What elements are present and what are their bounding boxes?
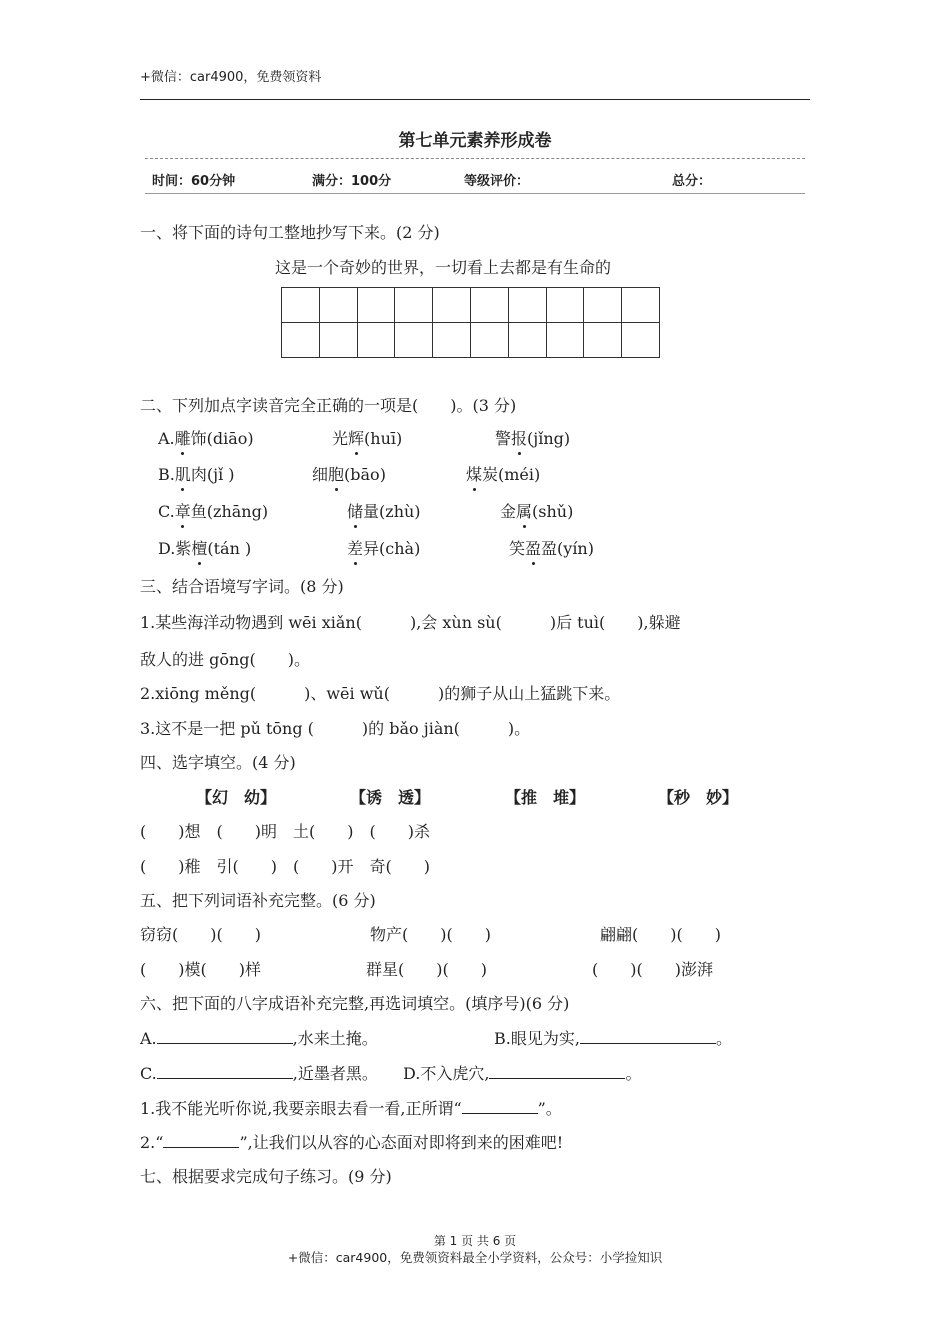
text: ,近墨者黑。 bbox=[292, 1064, 378, 1083]
q5-item-b1: ( )模( )样 bbox=[140, 960, 261, 979]
text: 量(zhù) bbox=[363, 502, 421, 521]
score-info: 满分：100分 bbox=[312, 174, 392, 189]
text: (huī) bbox=[364, 429, 403, 448]
text: (bāo) bbox=[344, 465, 386, 484]
q2-option-b1[interactable] bbox=[158, 462, 235, 485]
q5-item-a3: 翩翩( )( ) bbox=[600, 925, 721, 944]
q3-sentence-2: 2.xiōng měng( )、wēi wǔ( )的狮子从山上猛跳下来。 bbox=[140, 684, 621, 703]
blank-line[interactable] bbox=[580, 1029, 716, 1044]
text: 光 bbox=[332, 429, 349, 448]
dotted-char: 雕 bbox=[175, 426, 191, 449]
blank-line[interactable] bbox=[157, 1029, 293, 1044]
text: 金 bbox=[500, 502, 517, 521]
header-note: +微信：car4900，免费领资料 bbox=[140, 70, 322, 85]
text: D.不入虎穴, bbox=[403, 1064, 490, 1083]
text: (jǐng) bbox=[527, 429, 571, 448]
dotted-char: 肌 bbox=[175, 462, 191, 485]
dotted-char: 檀 bbox=[191, 536, 207, 559]
q4-choice-group-4: 【秒 妙】 bbox=[658, 788, 739, 807]
text: A. bbox=[158, 429, 175, 448]
q2-option-d1[interactable] bbox=[158, 536, 251, 559]
q2-option-b2 bbox=[312, 462, 386, 485]
time-info: 时间：60分钟 bbox=[152, 174, 236, 189]
q2-option-a3 bbox=[495, 426, 570, 449]
q3-sentence-3: 3.这不是一把 pǔ tōng ( )的 bǎo jiàn( )。 bbox=[140, 719, 531, 738]
text: B.眼见为实, bbox=[494, 1029, 580, 1048]
blank-line[interactable] bbox=[489, 1064, 625, 1079]
q6-idiom-b bbox=[494, 1026, 732, 1049]
q6-sentence-2 bbox=[140, 1130, 563, 1153]
q3-title: 三、结合语境写字词。(8 分) bbox=[140, 577, 344, 596]
q4-title: 四、选字填空。(4 分) bbox=[140, 753, 296, 772]
text: 饰(diāo) bbox=[190, 429, 254, 448]
dotted-char: 属 bbox=[516, 499, 532, 522]
q2-title: 二、下列加点字读音完全正确的一项是( )。(3 分) bbox=[140, 396, 517, 415]
info-divider bbox=[145, 193, 805, 194]
q4-row-1: ( )想 ( )明 土( ) ( )杀 bbox=[140, 822, 430, 841]
dotted-char: 煤 bbox=[466, 462, 482, 485]
q6-sentence-1 bbox=[140, 1096, 562, 1119]
q2-option-a2 bbox=[332, 426, 402, 449]
writing-grid[interactable] bbox=[281, 287, 660, 358]
q6-idiom-a bbox=[140, 1026, 378, 1049]
text: A. bbox=[140, 1029, 157, 1048]
text: ,水来土掩。 bbox=[292, 1029, 378, 1048]
q6-title: 六、把下面的八字成语补充完整,再选词填空。(填序号)(6 分) bbox=[140, 994, 570, 1013]
text: 。 bbox=[625, 1064, 642, 1083]
q5-title: 五、把下列词语补充完整。(6 分) bbox=[140, 891, 376, 910]
dotted-char: 盈 bbox=[525, 536, 541, 559]
blank-line[interactable] bbox=[157, 1064, 293, 1079]
q5-item-a1: 窃窃( )( ) bbox=[140, 925, 261, 944]
text: (tán ) bbox=[207, 539, 252, 558]
q3-sentence-1b: 敌人的进 gōng( )。 bbox=[140, 650, 310, 669]
q2-option-c2 bbox=[347, 499, 421, 522]
dotted-char: 储 bbox=[347, 499, 363, 522]
dotted-char: 报 bbox=[511, 426, 527, 449]
text: 警 bbox=[495, 429, 512, 448]
dotted-char: 辉 bbox=[348, 426, 364, 449]
q1-title: 一、将下面的诗句工整地抄写下来。(2 分) bbox=[140, 223, 440, 242]
text: 肉(jǐ ) bbox=[190, 465, 235, 484]
header-rule bbox=[140, 99, 810, 100]
text: C. bbox=[140, 1064, 157, 1083]
text: C. bbox=[158, 502, 175, 521]
q3-sentence-1a: 1.某些海洋动物遇到 wēi xiǎn( ),会 xùn sù( )后 tuì( ),躲避 bbox=[140, 613, 681, 632]
text: 2.“ bbox=[140, 1133, 164, 1152]
footer-note: +微信：car4900，免费领资料最全小学资料，公众号：小学捡知识 bbox=[287, 1250, 663, 1265]
total-info: 总分： bbox=[672, 174, 712, 189]
q5-item-b2: 群星( )( ) bbox=[366, 960, 487, 979]
text: 1.我不能光听你说,我要亲眼去看一看,正所谓“ bbox=[140, 1099, 462, 1118]
q4-choice-group-3: 【推 堆】 bbox=[505, 788, 586, 807]
text: D.紫 bbox=[158, 539, 192, 558]
text: 鱼(zhāng) bbox=[190, 502, 269, 521]
q6-idiom-c bbox=[140, 1061, 378, 1084]
q4-choice-group-2: 【诱 透】 bbox=[350, 788, 431, 807]
text: ”。 bbox=[537, 1099, 562, 1118]
text: B. bbox=[158, 465, 175, 484]
dotted-char: 胞 bbox=[328, 462, 344, 485]
q4-row-2: ( )稚 引( ) ( )开 奇( ) bbox=[140, 857, 430, 876]
q7-title: 七、根据要求完成句子练习。(9 分) bbox=[140, 1167, 392, 1186]
dotted-char: 章 bbox=[175, 499, 191, 522]
page-number: 第 1 页 共 6 页 bbox=[433, 1234, 517, 1248]
text: 异(chà) bbox=[363, 539, 421, 558]
text: ”,让我们以从容的心态面对即将到来的困难吧! bbox=[239, 1133, 564, 1152]
q2-option-d3 bbox=[509, 536, 594, 559]
q5-item-b3: ( )( )澎湃 bbox=[592, 960, 713, 979]
text: 。 bbox=[715, 1029, 732, 1048]
page-title: 第七单元素养形成卷 bbox=[398, 131, 552, 151]
dashed-divider bbox=[145, 158, 805, 159]
text: 盈(yín) bbox=[541, 539, 594, 558]
q2-option-b3 bbox=[466, 462, 540, 485]
q5-item-a2: 物产( )( ) bbox=[370, 925, 491, 944]
dotted-char: 差 bbox=[347, 536, 363, 559]
text: 炭(méi) bbox=[482, 465, 541, 484]
grade-info: 等级评价： bbox=[464, 174, 530, 189]
q2-option-c3 bbox=[500, 499, 573, 522]
blank-line[interactable] bbox=[163, 1133, 239, 1148]
q6-idiom-d bbox=[403, 1061, 641, 1084]
blank-line[interactable] bbox=[462, 1099, 538, 1114]
q2-option-c1[interactable] bbox=[158, 499, 268, 522]
q4-choice-group-1: 【幻 幼】 bbox=[196, 788, 277, 807]
q2-option-a1[interactable] bbox=[158, 426, 254, 449]
text: (shǔ) bbox=[532, 502, 574, 521]
q2-option-d2 bbox=[347, 536, 420, 559]
q1-poem: 这是一个奇妙的世界，一切看上去都是有生命的 bbox=[275, 258, 612, 277]
text: 细 bbox=[312, 465, 329, 484]
text: 笑 bbox=[509, 539, 526, 558]
